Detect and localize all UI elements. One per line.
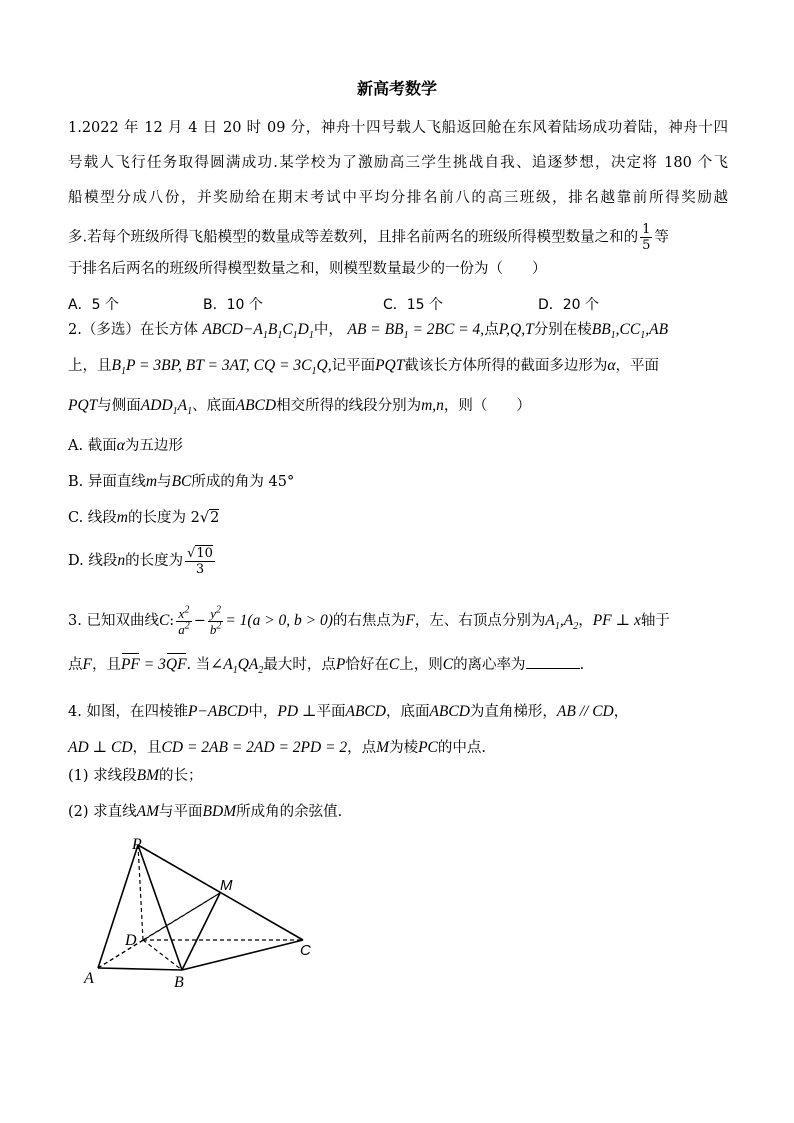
q1-option-a: A．5 个	[68, 297, 119, 313]
q3-line-2: 点F，且PF = 3QF. 当$\angle A_1QA_2$最大时，点P恰好在C上，则C的离心率为 .	[68, 656, 585, 677]
label-a: A	[84, 970, 94, 987]
q4-line-1: 4. 如图，在四棱锥P−ABCD中，PD ⊥平面ABCD，底面ABCD为直角梯形，AB // CD，	[68, 703, 629, 720]
q2-option-b: B. 异面直线m与BC所成的角为 45°	[68, 473, 295, 490]
q4-subquestion-1: (1) 求线段BM的长；	[68, 767, 203, 784]
q2-option-a: A. 截面α为五边形	[68, 437, 183, 454]
pyramid-figure	[78, 835, 328, 995]
label-b: B	[174, 974, 184, 991]
formula-lengths: AB = $BB_1 = 2BC = 4$,	[347, 321, 485, 342]
q3-line-1: 3. 已知双曲线C: $\frac{x^2}{a^2}$ − $\frac{y^2}{b^2}$ = 1(a > 0, b > 0)的右焦点为F，左、右顶点分别为$A_1,A_2$，PF ⊥ x轴于	[68, 604, 670, 637]
fraction-one-fifth: $\frac{1}{5}$	[642, 222, 651, 253]
q1-option-b: B．10 个	[203, 297, 263, 313]
edge-pb	[138, 845, 182, 970]
formula-ratios: $B_1P = 3BP$, BT = 3AT, CQ = $3C_1Q$,	[111, 357, 332, 378]
page-title: 新高考数学	[356, 79, 437, 98]
q1-option-c: C．15 个	[383, 297, 444, 313]
edge-ab	[98, 968, 182, 970]
q2-line-3: PQT与侧面$ADD_1A_1$、底面ABCD相交所得的线段分别为m,n，则（ ）	[68, 397, 531, 418]
answer-blank[interactable]	[526, 654, 580, 669]
q4-line-2: AD ⊥ CD，且CD = 2AB = 2AD = 2PD = 2，点M为棱PC的中点.	[68, 739, 487, 756]
formula-vector-relation: PF = 3QF	[120, 656, 187, 673]
edge-bc	[182, 940, 303, 970]
label-d: D	[125, 932, 137, 949]
formula-edges: $BB_1,CC_1,AB$	[591, 321, 669, 342]
fraction-sqrt10-over-3: $\frac{√10}{3}$	[187, 545, 213, 577]
q1-line-2: 号载人飞行任务取得圆满成功.某学校为了激励高三学生挑战自我、追逐梦想，决定将 180 个飞	[68, 155, 728, 171]
q1-line-5: 于排名后两名的班级所得模型数量之和，则模型数量最少的一份为（ ）	[68, 261, 547, 277]
q1-line-4-text: 多.若每个班级所得飞船模型的数量成等差数列，且排名前两名的班级所得模型数量之和的	[68, 229, 639, 246]
label-m: M	[220, 877, 233, 894]
q4-subquestion-2: (2) 求直线AM与平面BDM所成角的余弦值.	[68, 803, 343, 820]
q1-option-d: D．20 个	[538, 297, 600, 313]
edge-pa	[98, 845, 138, 968]
formula-points-pqt: P,Q,T	[498, 321, 534, 338]
formula-hyperbola-condition: = 1(a > 0, b > 0)	[225, 612, 333, 629]
q2-line-1: 2.（多选）在长方体 $ABCD-A_1B_1C_1D_1$中， AB = $BB_1 = 2BC = 4$,点P,Q,T分别在棱$BB_1,CC_1,AB$	[68, 321, 669, 342]
label-c: C	[300, 942, 311, 959]
q2-option-d: D. 线段n的长度为 $\frac{√10}{3}$	[68, 545, 213, 577]
formula-abcd-a1b1c1d1: $ABCD-A_1B_1C_1D_1$	[202, 321, 314, 342]
q1-line-4: 多.若每个班级所得飞船模型的数量成等差数列，且排名前两名的班级所得模型数量之和的 $\frac{1}{5}$ 等	[68, 222, 669, 253]
q2-line-2: 上，且$B_1P = 3BP$, BT = 3AT, CQ = $3C_1Q$,记平面PQT截该长方体所得的截面多边形为α，平面	[68, 357, 660, 378]
q2-option-c: C. 线段m的长度为 2√2	[68, 509, 220, 526]
q1-line-3: 船模型分成八份，并奖励给在期末考试中平均分排名前八的高三班级，排名越靠前所得奖励越	[68, 190, 728, 206]
label-p: P	[132, 836, 142, 853]
q1-line-1: 1.2022 年 12 月 4 日 20 时 09 分，神舟十四号载人飞船返回舱在东风着陆场成功着陆，神舟十四	[68, 120, 728, 136]
